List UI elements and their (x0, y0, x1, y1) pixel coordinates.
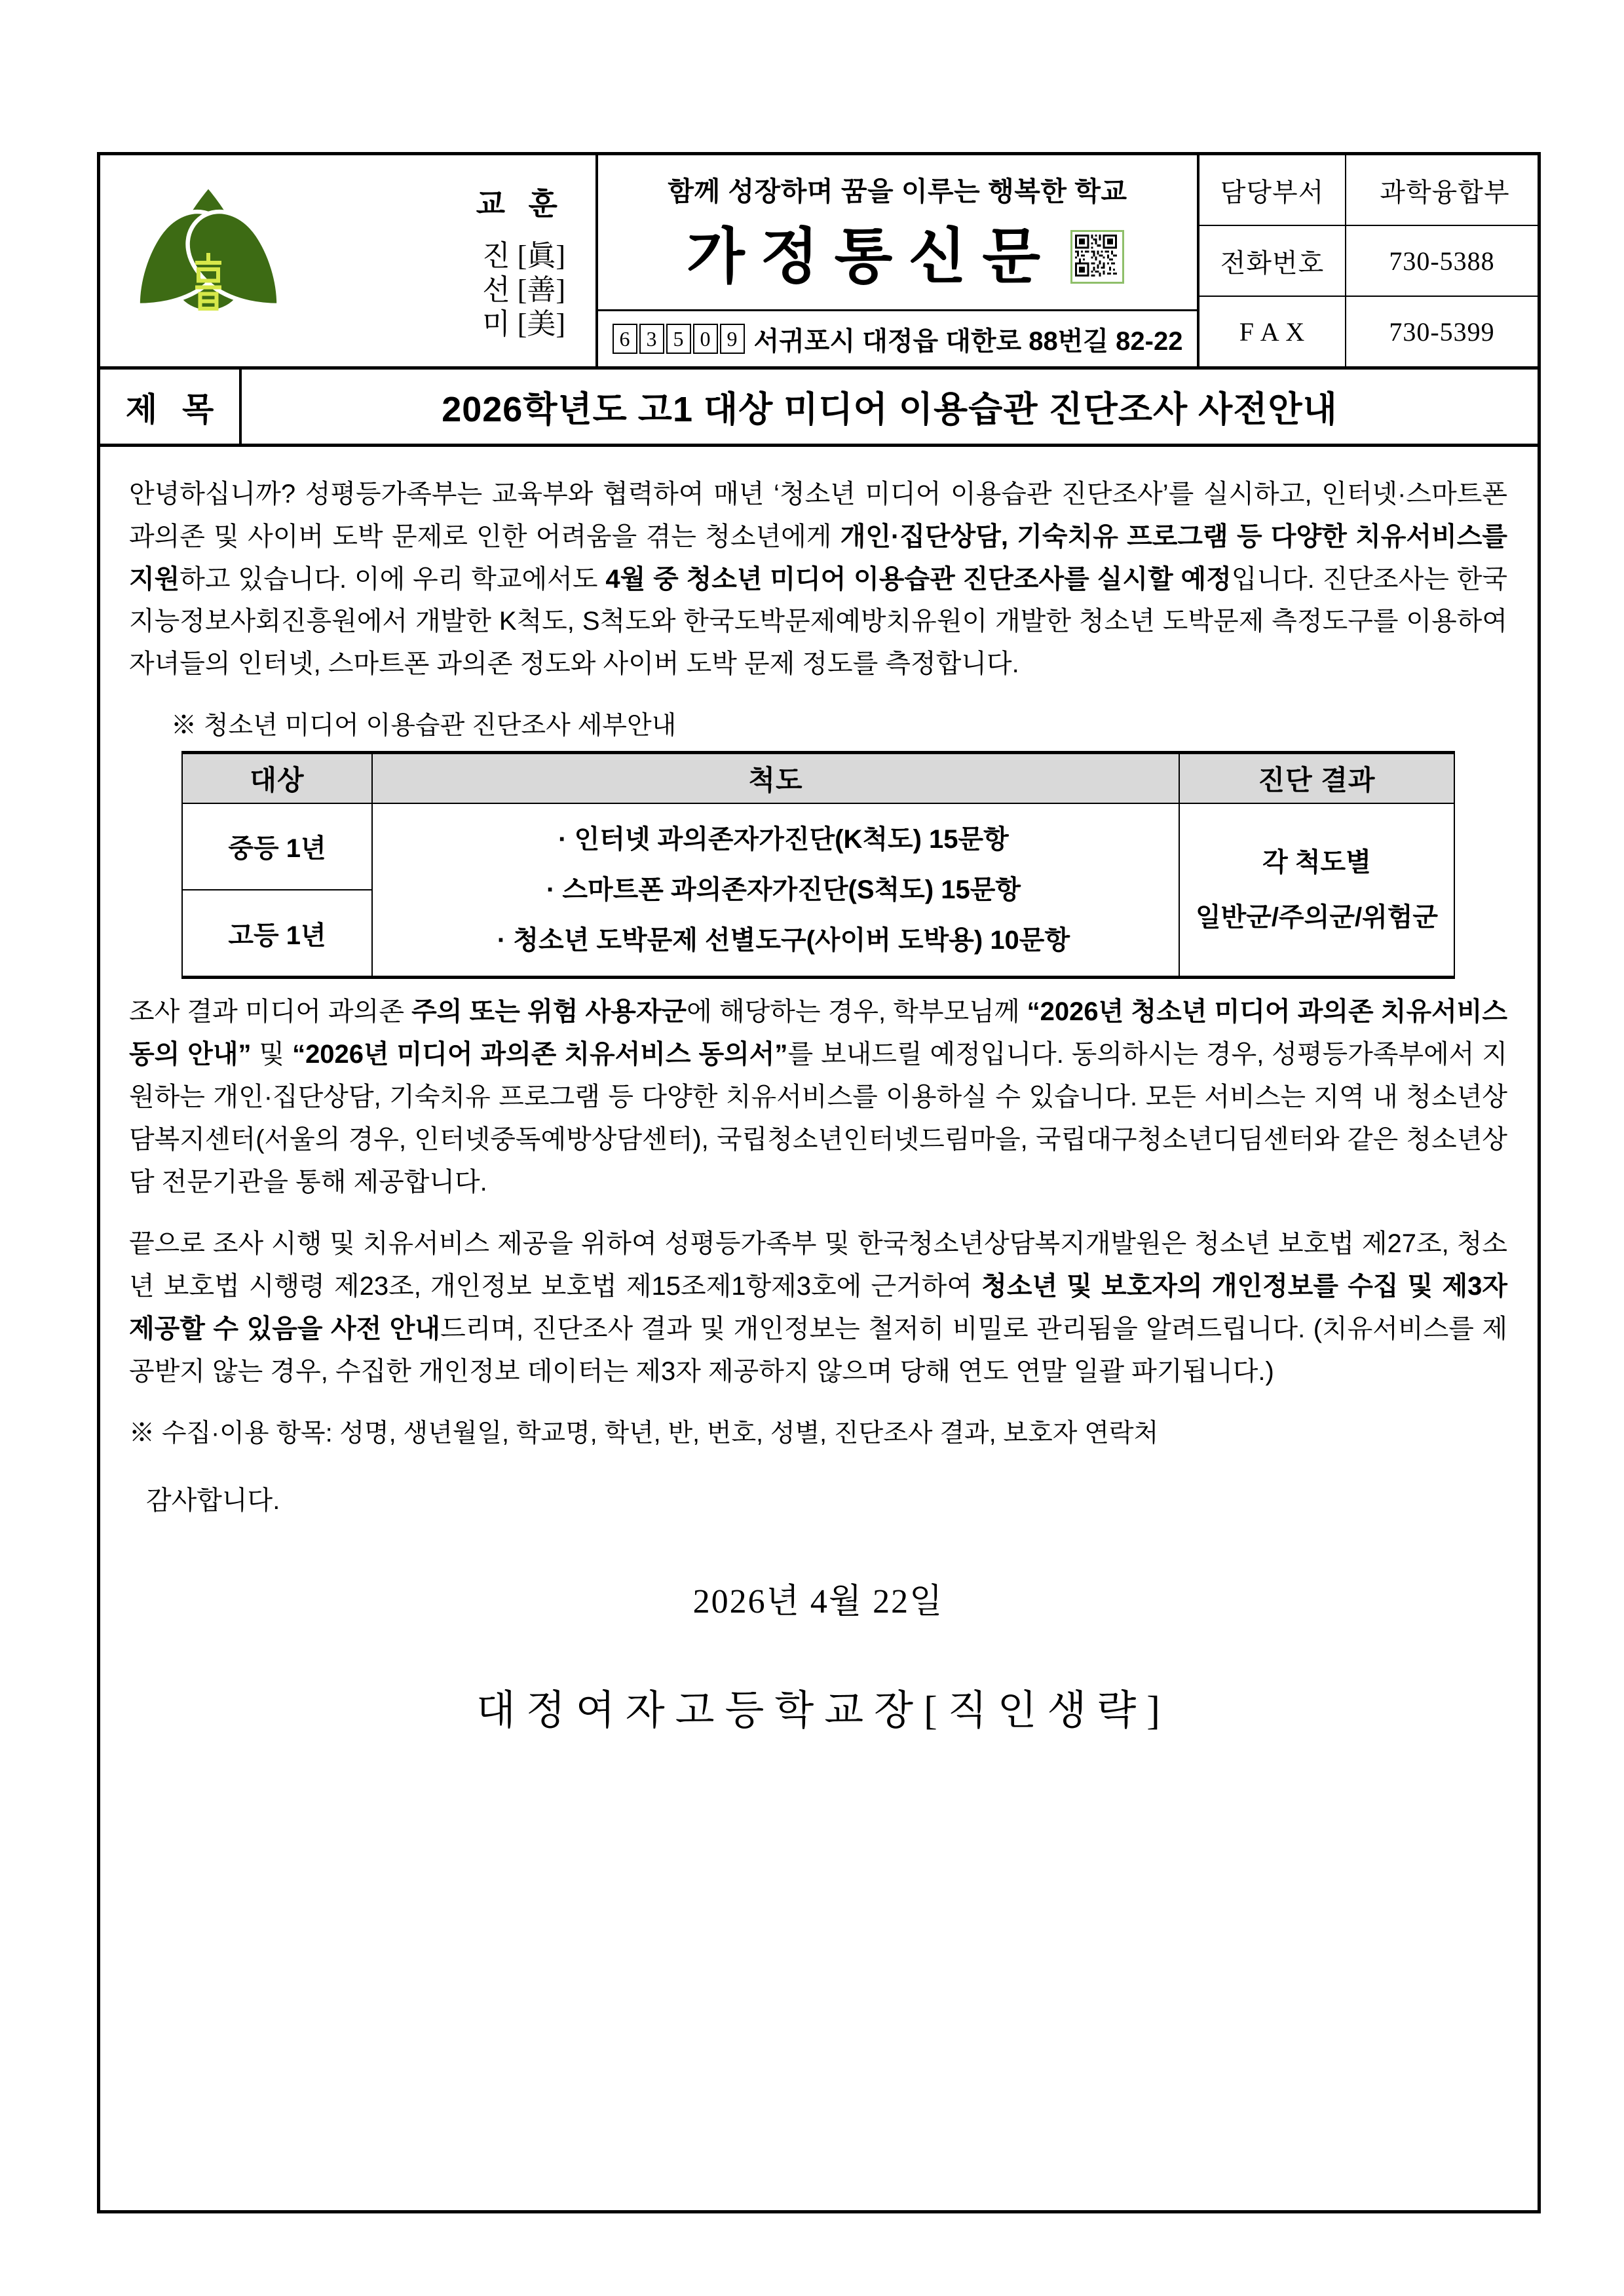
cell-target-high: 고등 1년 (182, 890, 372, 978)
qr-code-icon[interactable] (1070, 230, 1124, 284)
phone-label: 전화번호 (1199, 226, 1346, 296)
masthead-title: 가정통신문 (686, 223, 1057, 290)
signature-line: 대정여자고등학교장[직인생략] (476, 1688, 1171, 1733)
scale-item-3: · 청소년 도박문제 선별도구(사이버 도박용) 10문항 (497, 925, 1070, 955)
para2-part-c: 및 (251, 1040, 293, 1069)
para3-bold-1: 청소년 및 보호자의 개인정보를 수집 및 제3자 제공할 수 있음을 사전 안내 (129, 1272, 1507, 1343)
paragraph-2 (129, 991, 1507, 1203)
school-emblem-icon (100, 178, 316, 345)
para1-part-a: 안녕하십니까? 성평등가족부는 교육부와 협력하여 매년 ‘청소년 미디어 이용습관 진단조사’를 실시하고, 인터넷·스마트폰 과의존 및 사이버 도박 문제로 인한 어려움을 겪는 청소년에게 (129, 480, 1507, 551)
address-text: 서귀포시 대정읍 대한로 88번길 82-22 (753, 326, 1183, 356)
emblem-svg (126, 178, 290, 345)
cell-result (1179, 803, 1454, 978)
th-scale: 척도 (372, 752, 1179, 803)
closing-text: 감사합니다. (146, 1485, 280, 1515)
fax-value: 730-5399 (1389, 316, 1495, 347)
para1-bold-1: 개인·집단상담, 기숙치유 프로그램 등 다양한 치유서비스를 지원 (129, 522, 1507, 594)
contact-row-fax (1199, 297, 1538, 366)
motto-line-3: 미 [美] (482, 307, 565, 340)
para1-part-d: 입니다. 진단조사는 한국지능정보사회진흥원에서 개발한 K척도, S척도와 한국도박문제예방치유원이 개발한 청소년 도박문제 측정도구를 이용하여 자녀들의 인터넷, 스마트폰 과의존 정도와 사이버 도박 문제 정도를 측정합니다. (129, 564, 1507, 679)
para1-bold-2: 4월 중 청소년 미디어 이용습관 진단조사를 실시할 예정 (605, 564, 1232, 594)
scale-item-1: · 인터넷 과의존자가진단(K척도) 15문항 (558, 824, 1009, 854)
scale-item-2: · 스마트폰 과의존자가진단(S척도) 15문항 (546, 875, 1021, 904)
para2-bold-2: “2026년 청소년 미디어 과의존 치유서비스 동의 안내” (129, 997, 1508, 1069)
para2-bold-3: “2026년 미디어 과의존 치유서비스 동의서” (292, 1040, 788, 1069)
school-address-row (598, 309, 1197, 366)
result-line-1: 각 척도별 (1262, 848, 1371, 877)
subject-bar (100, 370, 1538, 447)
table-header-row (182, 752, 1454, 803)
para3-part-c: 드리며, 진단조사 결과 및 개인정보는 철저히 비밀로 관리됨을 알려드립니다. (치유서비스를 제공받지 않는 경우, 수집한 개인정보 데이터는 제3자 제공하지 않으며 당해 연도 연말 일괄 파기됩니다.) (129, 1314, 1508, 1386)
cell-target-middle: 중등 1년 (182, 803, 372, 890)
paragraph-1 (129, 473, 1507, 685)
diagnosis-detail-table (181, 751, 1455, 979)
collect-note: ※ 수집·이용 항목: 성명, 생년월일, 학교명, 학년, 반, 번호, 성별, 진단조사 결과, 보호자 연락처 (129, 1419, 1159, 1447)
document-date: 2026년 4월 22일 (692, 1582, 944, 1620)
zip-digit-5: 9 (720, 324, 745, 354)
phone-value: 730-5388 (1389, 246, 1495, 276)
subject-label: 제 목 (100, 370, 242, 444)
para3-part-a: 끝으로 조사 시행 및 치유서비스 제공을 위하여 성평등가족부 및 한국청소년상담복지개발원은 청소년 보호법 제27조, 청소년 보호법 시행령 제23조, 개인정보 보호법 제15조제1항제3호에 근거하여 (129, 1229, 1507, 1301)
qr-code-svg (1075, 235, 1117, 277)
motto-line-1: 진 [眞] (482, 240, 565, 273)
contact-row-department (1199, 155, 1538, 226)
para2-part-d: 를 보내드릴 예정입니다. 동의하시는 경우, 성평등가족부에서 지원하는 개인·집단상담, 기숙치유 프로그램 등 다양한 치유서비스를 이용하실 수 있습니다. 모든 서비스는 지역 내 청소년상담복지센터(서울의 경우, 인터넷중독예방상담센터), 국립청소년인터넷드림마을, 국립대구청소년디딤센터와 같은 청소년상담 전문기관을 통해 제공합니다. (129, 1040, 1507, 1196)
para1-part-c: 하고 있습니다. 이에 우리 학교에서도 (179, 564, 606, 594)
paragraph-3 (129, 1223, 1507, 1392)
th-result: 진단 결과 (1179, 752, 1454, 803)
zipcode (613, 324, 745, 354)
header-left-block (100, 155, 598, 366)
header-center-block (598, 155, 1199, 366)
contact-table (1199, 155, 1538, 366)
para2-part-a: 조사 결과 미디어 과의존 (129, 997, 412, 1027)
zip-digit-1: 6 (613, 324, 637, 354)
contact-row-phone (1199, 226, 1538, 297)
th-target: 대상 (182, 752, 372, 803)
motto-title: 교 훈 (476, 187, 565, 221)
table-note: ※ 청소년 미디어 이용습관 진단조사 세부안내 (171, 711, 677, 740)
para2-bold-1: 주의 또는 위험 사용자군 (411, 997, 687, 1027)
fax-label: F A X (1199, 297, 1346, 366)
result-line-2: 일반군/주의군/위험군 (1196, 903, 1438, 932)
zip-digit-3: 5 (666, 324, 691, 354)
school-slogan: 함께 성장하며 꿈을 이루는 행복한 학교 (668, 176, 1127, 206)
para2-part-b: 에 해당하는 경우, 학부모님께 (687, 997, 1027, 1027)
department-label: 담당부서 (1199, 155, 1346, 225)
zip-digit-4: 0 (693, 324, 718, 354)
department-value: 과학융합부 (1380, 177, 1510, 207)
cell-scale-list (372, 803, 1179, 978)
school-motto-block (316, 180, 595, 341)
motto-line-2: 선 [善] (482, 274, 565, 307)
subject-value: 2026학년도 고1 대상 미디어 이용습관 진단조사 사전안내 (442, 390, 1338, 429)
document-header (100, 155, 1538, 370)
document-body (100, 447, 1538, 1736)
zip-digit-2: 3 (639, 324, 664, 354)
document-page (97, 152, 1541, 2213)
masthead-row (598, 208, 1197, 309)
table-row (182, 803, 1454, 890)
